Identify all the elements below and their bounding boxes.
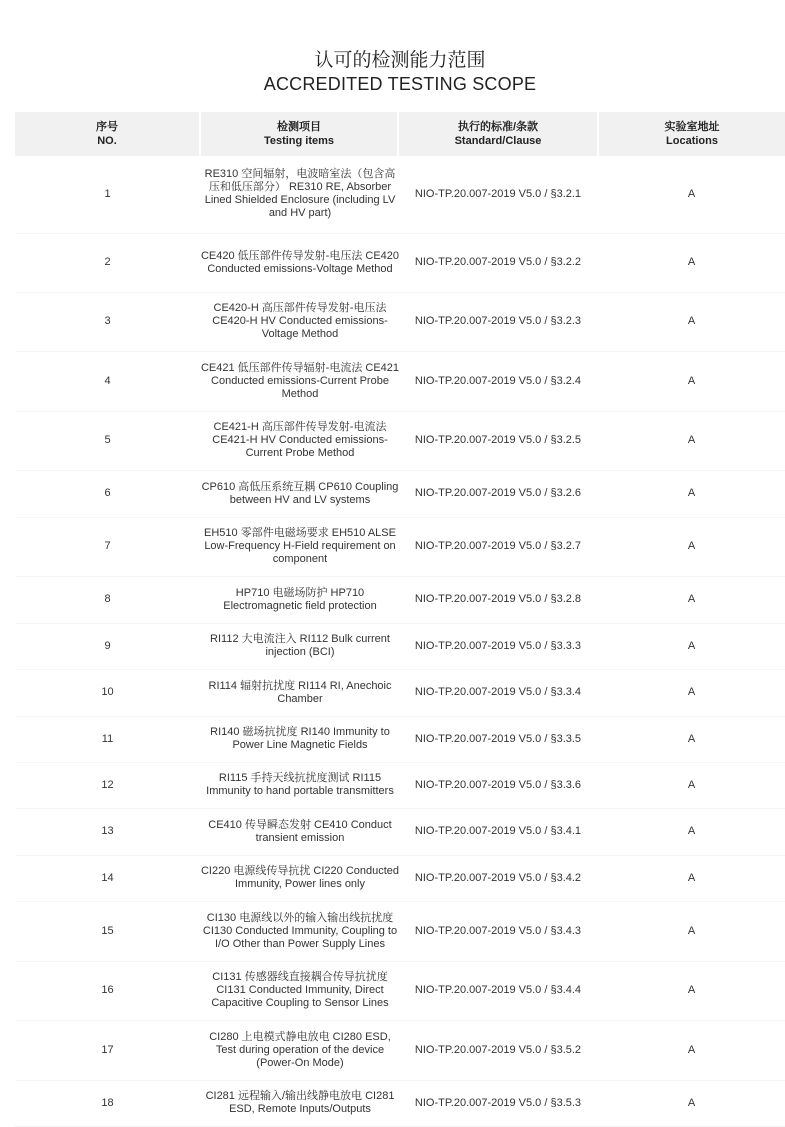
cell-location: A <box>598 716 785 762</box>
cell-testing-item <box>200 808 398 855</box>
cell-location: A <box>598 411 785 470</box>
cell-location: A <box>598 901 785 961</box>
cell-standard: NIO-TP.20.007-2019 V5.0 / §3.3.4 <box>398 669 598 716</box>
cell-location: A <box>598 669 785 716</box>
cell-standard: NIO-TP.20.007-2019 V5.0 / §3.2.5 <box>398 411 598 470</box>
table-row <box>15 576 785 623</box>
cell-standard: NIO-TP.20.007-2019 V5.0 / §3.5.3 <box>398 1080 598 1126</box>
cell-location: A <box>598 855 785 901</box>
table-row <box>15 292 785 351</box>
cell-no: 18 <box>15 1080 200 1126</box>
table-row <box>15 623 785 669</box>
cell-testing-item <box>200 623 398 669</box>
cell-location: A <box>598 576 785 623</box>
cell-no: 12 <box>15 762 200 808</box>
cell-no: 8 <box>15 576 200 623</box>
table-row <box>15 1080 785 1126</box>
testing-item-text: RI114 辐射抗扰度 RI114 RI, Anechoic Chamber <box>208 679 392 705</box>
table-row <box>15 855 785 901</box>
cell-testing-item <box>200 233 398 292</box>
header-testing-items-en: Testing items <box>263 135 335 147</box>
table-row <box>15 517 785 576</box>
cell-no: 4 <box>15 351 200 411</box>
table-row <box>15 808 785 855</box>
testing-item-text: CI131 传感器线直接耦合传导抗扰度 CI131 Conducted Immunity, Direct Capacitive Coupling to Sensor Lines <box>211 971 389 1009</box>
testing-item-text: CE421-H 高压部件传导发射-电流法 CE421-H HV Conducted emissions-Current Probe Method <box>212 421 388 459</box>
cell-testing-item <box>200 1020 398 1080</box>
table-row <box>15 411 785 470</box>
testing-item-text: CE420-H 高压部件传导发射-电压法 CE420-H HV Conducted emissions-Voltage Method <box>212 302 388 340</box>
cell-testing-item <box>200 517 398 576</box>
table-row <box>15 156 785 233</box>
header-no <box>15 112 200 156</box>
page-title-en: ACCREDITED TESTING SCOPE <box>263 74 537 94</box>
testing-item-text: CE421 低压部件传导辐射-电流法 CE421 Conducted emissions-Current Probe Method <box>200 361 400 400</box>
table-row <box>15 961 785 1020</box>
table-row <box>15 901 785 961</box>
header-locations <box>598 112 785 156</box>
cell-testing-item <box>200 1080 398 1126</box>
cell-testing-item <box>200 901 398 961</box>
cell-standard: NIO-TP.20.007-2019 V5.0 / §3.4.1 <box>398 808 598 855</box>
header-no-cn: 序号 <box>96 121 118 133</box>
testing-item-text: CI280 上电模式静电放电 CI280 ESD, Test during operation of the device (Power-On Mode) <box>209 1030 391 1069</box>
cell-standard: NIO-TP.20.007-2019 V5.0 / §3.2.7 <box>398 517 598 576</box>
cell-no: 7 <box>15 517 200 576</box>
testing-item-text: CI220 电源线传导抗扰 CI220 Conducted Immunity, Power lines only <box>200 865 400 890</box>
cell-no: 9 <box>15 623 200 669</box>
cell-testing-item <box>200 762 398 808</box>
testing-scope-table <box>15 112 785 1127</box>
cell-standard: NIO-TP.20.007-2019 V5.0 / §3.2.1 <box>398 156 598 233</box>
header-locations-en: Locations <box>666 135 718 147</box>
cell-testing-item <box>200 669 398 716</box>
testing-item-text: RI112 大电流注入 RI112 Bulk current injection (BCI) <box>210 633 390 658</box>
testing-item-text: HP710 电磁场防护 HP710 Electromagnetic field protection <box>223 586 377 612</box>
cell-location: A <box>598 961 785 1020</box>
testing-item-text: EH510 零部件电磁场要求 EH510 ALSE Low-Frequency H-Field requirement on component <box>204 527 396 565</box>
cell-standard: NIO-TP.20.007-2019 V5.0 / §3.3.3 <box>398 623 598 669</box>
table-body <box>15 156 785 1126</box>
cell-no: 10 <box>15 669 200 716</box>
cell-standard: NIO-TP.20.007-2019 V5.0 / §3.2.2 <box>398 233 598 292</box>
table-row <box>15 1020 785 1080</box>
cell-testing-item <box>200 576 398 623</box>
cell-standard: NIO-TP.20.007-2019 V5.0 / §3.2.8 <box>398 576 598 623</box>
testing-item-text: CE420 低压部件传导发射-电压法 CE420 Conducted emissions-Voltage Method <box>200 249 400 275</box>
cell-standard: NIO-TP.20.007-2019 V5.0 / §3.2.4 <box>398 351 598 411</box>
table-header <box>15 112 785 156</box>
cell-location: A <box>598 292 785 351</box>
cell-no: 17 <box>15 1020 200 1080</box>
testing-item-text: CI130 电源线以外的输入输出线抗扰度 CI130 Conducted Immunity, Coupling to I/O Other than Power Supply Lines <box>202 911 398 950</box>
cell-no: 5 <box>15 411 200 470</box>
cell-no: 1 <box>15 156 200 233</box>
header-testing-items <box>200 112 398 156</box>
cell-location: A <box>598 808 785 855</box>
table-row <box>15 716 785 762</box>
cell-location: A <box>598 351 785 411</box>
page-title-cn: 认可的检测能力范围 <box>314 49 486 71</box>
cell-testing-item <box>200 351 398 411</box>
testing-item-text: CE410 传导瞬态发射 CE410 Conduct transient emission <box>208 818 392 844</box>
cell-standard: NIO-TP.20.007-2019 V5.0 / §3.3.6 <box>398 762 598 808</box>
cell-location: A <box>598 233 785 292</box>
cell-no: 13 <box>15 808 200 855</box>
testing-item-text: RI115 手持天线抗扰度测试 RI115 Immunity to hand portable transmitters <box>206 772 394 797</box>
header-testing-items-cn: 检测项目 <box>277 121 321 133</box>
cell-no: 6 <box>15 470 200 517</box>
table-row <box>15 762 785 808</box>
testing-item-text: CI281 远程输入/输出线静电放电 CI281 ESD, Remote Inputs/Outputs <box>205 1090 395 1115</box>
header-standard-cn: 执行的标准/条款 <box>457 121 539 133</box>
cell-standard: NIO-TP.20.007-2019 V5.0 / §3.5.2 <box>398 1020 598 1080</box>
header-standard-en: Standard/Clause <box>454 135 542 147</box>
cell-location: A <box>598 156 785 233</box>
cell-location: A <box>598 1080 785 1126</box>
cell-standard: NIO-TP.20.007-2019 V5.0 / §3.2.3 <box>398 292 598 351</box>
cell-testing-item <box>200 470 398 517</box>
cell-location: A <box>598 623 785 669</box>
header-standard <box>398 112 598 156</box>
cell-testing-item <box>200 716 398 762</box>
cell-standard: NIO-TP.20.007-2019 V5.0 / §3.3.5 <box>398 716 598 762</box>
testing-item-text: RE310 空间辐射，电波暗室法（包含高压和低压部分） RE310 RE, Absorber Lined Shielded Enclosure (including LV and HV part) <box>204 168 396 220</box>
cell-testing-item <box>200 156 398 233</box>
cell-no: 3 <box>15 292 200 351</box>
cell-no: 2 <box>15 233 200 292</box>
testing-item-text: CP610 高低压系统互耦 CP610 Coupling between HV and LV systems <box>201 480 399 506</box>
cell-testing-item <box>200 961 398 1020</box>
cell-no: 16 <box>15 961 200 1020</box>
header-row <box>15 112 785 156</box>
cell-standard: NIO-TP.20.007-2019 V5.0 / §3.2.6 <box>398 470 598 517</box>
cell-location: A <box>598 470 785 517</box>
cell-testing-item <box>200 411 398 470</box>
table-row <box>15 351 785 411</box>
cell-location: A <box>598 517 785 576</box>
cell-location: A <box>598 1020 785 1080</box>
cell-standard: NIO-TP.20.007-2019 V5.0 / §3.4.3 <box>398 901 598 961</box>
table-row <box>15 233 785 292</box>
cell-no: 14 <box>15 855 200 901</box>
cell-standard: NIO-TP.20.007-2019 V5.0 / §3.4.2 <box>398 855 598 901</box>
header-no-en: NO. <box>97 135 117 147</box>
table-row <box>15 669 785 716</box>
cell-no: 15 <box>15 901 200 961</box>
testing-item-text: RI140 磁场抗扰度 RI140 Immunity to Power Line Magnetic Fields <box>210 726 390 751</box>
cell-standard: NIO-TP.20.007-2019 V5.0 / §3.4.4 <box>398 961 598 1020</box>
cell-no: 11 <box>15 716 200 762</box>
table-row <box>15 470 785 517</box>
cell-testing-item <box>200 855 398 901</box>
cell-location: A <box>598 762 785 808</box>
header-locations-cn: 实验室地址 <box>664 121 720 133</box>
cell-testing-item <box>200 292 398 351</box>
